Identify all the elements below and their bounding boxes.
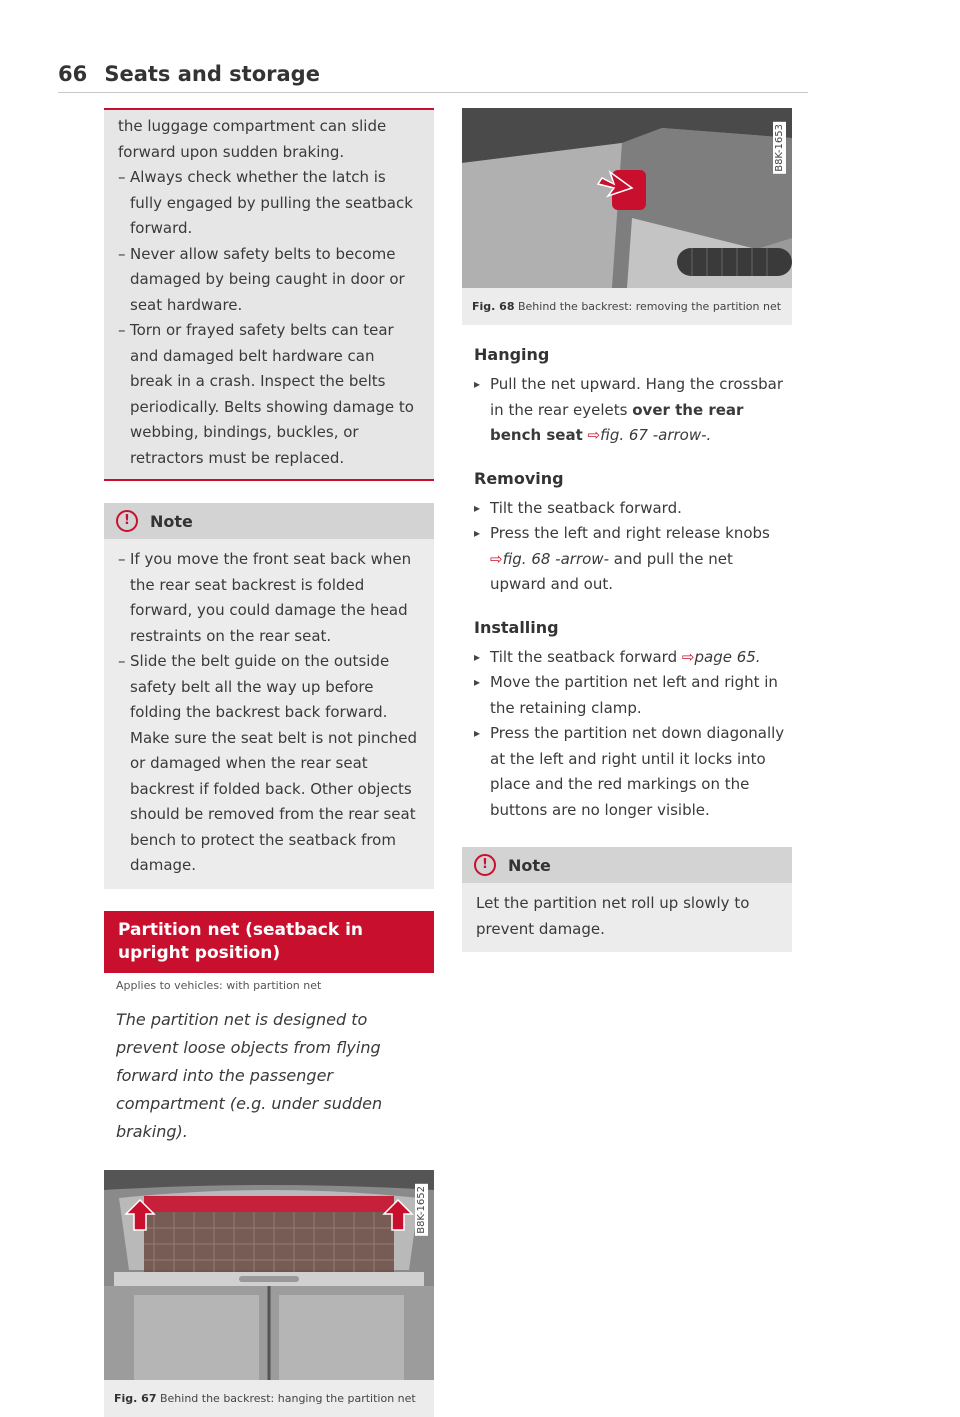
note-header <box>104 503 434 539</box>
right-column <box>474 108 792 952</box>
note-header <box>462 847 792 883</box>
note-list <box>118 547 420 879</box>
figure-caption <box>462 288 792 325</box>
left-column <box>116 108 434 1417</box>
figure-label: Fig. 67 <box>114 1391 157 1405</box>
step-item: ▸ Move the partition net left and right in the retaining clamp. <box>474 670 792 721</box>
warning-list <box>118 165 420 471</box>
removing-heading: Removing <box>474 468 564 488</box>
step-item <box>474 521 792 598</box>
step-item: ▸ Tilt the seatback forward. <box>474 496 792 522</box>
step-text: and pull the net upward and out. <box>490 549 733 593</box>
step-item: ▸ Press the partition net down diagonally at the left and right until it locks into place and the red markings on the buttons are no longer visible. <box>474 721 792 823</box>
figure-caption <box>104 1380 434 1417</box>
page-reference[interactable]: page 65. <box>694 647 761 666</box>
note-box <box>104 503 434 889</box>
reference-arrow-icon: ⇨ <box>681 647 695 666</box>
warning-lead: the luggage compartment can slide forward upon sudden braking. <box>118 117 387 161</box>
step-item <box>474 645 792 671</box>
hanging-heading: Hanging <box>474 345 550 364</box>
warning-item: – Always check whether the latch is fully engaged by pulling the seatback forward. <box>118 165 420 242</box>
step-text: Pull the net upward. Hang the crossbar in the rear eyelets <box>490 375 784 419</box>
figure-68 <box>462 108 792 325</box>
partition-net-illustration <box>104 1170 434 1380</box>
exclamation-icon: ! <box>474 854 496 876</box>
section-title: Seats and storage <box>104 62 320 86</box>
intro-text: The partition net is designed to prevent loose objects from flying forward into the passenger compartment (e.g. under sudden braking). <box>116 1009 383 1141</box>
step-bold-text: over the rear bench seat <box>490 400 744 444</box>
figure-reference[interactable]: fig. 68 -arrow- <box>502 549 609 568</box>
note-title: Note <box>150 511 193 531</box>
note-box <box>462 847 792 952</box>
section-heading: Partition net (seatback in upright position) <box>104 911 434 973</box>
figure-caption-text: Behind the backrest: hanging the partition net <box>159 1391 416 1405</box>
step-text: Press the left and right release knobs <box>490 524 770 542</box>
step-item <box>474 372 792 449</box>
installing-heading: Installing <box>474 617 559 637</box>
note-item: – Slide the belt guide on the outside safety belt all the way up before folding the backrest back forward. Make sure the seat belt is not pinched or damaged when the rear seat backrest if folded back. Other objects should be removed from the rear seat bench to protect the seatback from damage. <box>118 649 420 879</box>
page-number: 66 <box>58 62 88 86</box>
removing-steps <box>474 496 792 598</box>
note-item: – If you move the front seat back when the rear seat backrest is folded forward, you could damage the head restraints on the rear seat. <box>118 547 420 649</box>
note-title: Note <box>508 855 551 875</box>
reference-arrow-icon: ⇨ <box>490 549 503 568</box>
figure-id: B8K-1653 <box>774 124 785 172</box>
warning-box <box>104 108 434 481</box>
figure-67 <box>104 1170 434 1417</box>
warning-item: – Never allow safety belts to become damaged by being caught in door or seat hardware. <box>118 242 420 319</box>
warning-item: – Torn or frayed safety belts can tear and damaged belt hardware can break in a crash. Inspect the belts periodically. Belts showing damage to webbing, bindings, buckles, or retractors must be replaced. <box>118 318 420 471</box>
figure-reference[interactable]: fig. 67 -arrow-. <box>600 426 712 444</box>
installing-steps <box>474 645 792 824</box>
step-text: Tilt the seatback forward <box>490 647 678 666</box>
applies-to: Applies to vehicles: with partition net <box>116 978 322 992</box>
figure-caption-text: Behind the backrest: removing the partition net <box>517 300 782 313</box>
release-knob-illustration <box>462 108 792 288</box>
reference-arrow-icon: ⇨ <box>587 426 601 444</box>
exclamation-icon: ! <box>116 510 138 532</box>
figure-id: B8K-1652 <box>416 1185 427 1234</box>
figure-label: Fig. 68 <box>472 300 515 313</box>
note-text: Let the partition net roll up slowly to prevent damage. <box>476 894 750 938</box>
page-header <box>58 62 808 93</box>
hanging-steps <box>474 372 792 449</box>
